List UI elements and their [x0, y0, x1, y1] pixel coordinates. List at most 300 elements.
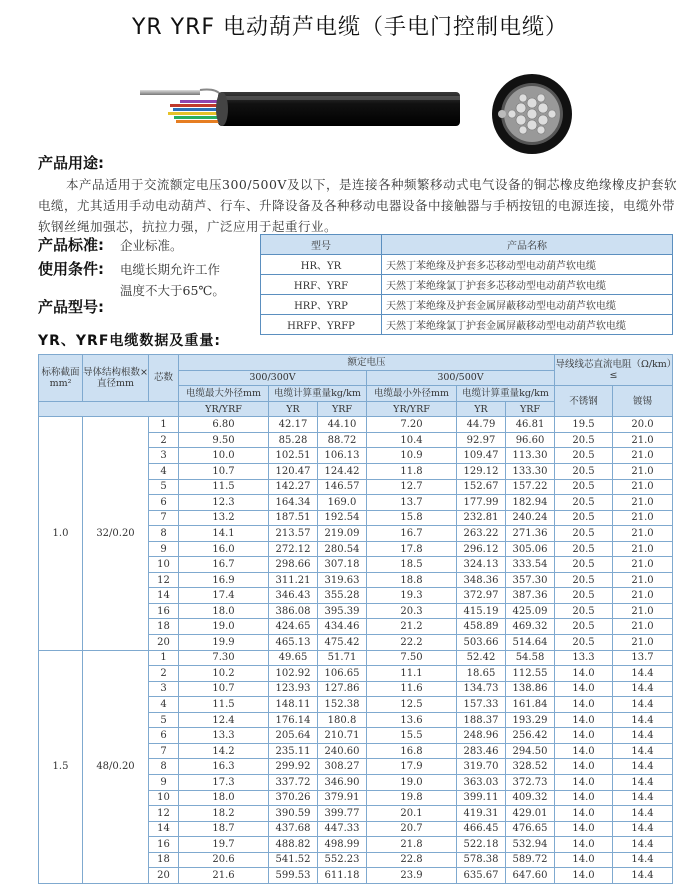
table-cell: 475.42 — [318, 635, 367, 651]
model-row — [261, 315, 673, 335]
table-cell: 488.82 — [269, 837, 318, 853]
table-cell: 16 — [149, 603, 179, 619]
table-cell: 138.86 — [506, 681, 555, 697]
table-cell: 18.65 — [457, 666, 506, 682]
table-cell: 152.38 — [318, 697, 367, 713]
table-cell: 283.46 — [457, 743, 506, 759]
table-cell: 14.1 — [179, 526, 269, 542]
conditions-line1: 电缆长期允许工作 — [120, 262, 221, 277]
table-cell: 54.58 — [506, 650, 555, 666]
table-cell: 113.30 — [506, 448, 555, 464]
table-row — [39, 650, 673, 666]
table-cell: 180.8 — [318, 712, 367, 728]
table-cell: 307.18 — [318, 557, 367, 573]
table-cell: 10.9 — [367, 448, 457, 464]
table-cell: 169.0 — [318, 495, 367, 511]
table-cell: 337.72 — [269, 774, 318, 790]
table-cell: 235.11 — [269, 743, 318, 759]
table-cell: 232.81 — [457, 510, 506, 526]
table-cell: 21.6 — [179, 868, 269, 884]
table-cell: 102.92 — [269, 666, 318, 682]
table-cell: 7 — [149, 743, 179, 759]
table-cell: 21.0 — [613, 619, 673, 635]
table-cell: 14.0 — [555, 821, 613, 837]
yrf-header: YRF — [318, 401, 367, 417]
table-cell: 319.70 — [457, 759, 506, 775]
table-cell: 372.73 — [506, 774, 555, 790]
table-cell: 10.0 — [179, 448, 269, 464]
table-cell: 328.52 — [506, 759, 555, 775]
table-cell: 10.2 — [179, 666, 269, 682]
table-cell: 399.77 — [318, 806, 367, 822]
table-cell: 18.7 — [179, 821, 269, 837]
table-cell: 12.7 — [367, 479, 457, 495]
table-cell: 7.20 — [367, 417, 457, 433]
usage-heading: 产品用途: — [38, 154, 104, 172]
stainless-header: 不锈钢 — [555, 386, 613, 417]
table-cell: 3 — [149, 681, 179, 697]
table-cell: 541.52 — [269, 852, 318, 868]
table-cell: 503.66 — [457, 635, 506, 651]
table-cell: 14.4 — [613, 712, 673, 728]
model-name: 天然丁苯绝缘氯丁护套多芯移动型电动葫芦软电缆 — [382, 275, 673, 295]
table-cell: 6 — [149, 728, 179, 744]
table-cell: 18.0 — [179, 790, 269, 806]
table-cell: 240.24 — [506, 510, 555, 526]
table-cell: 16.3 — [179, 759, 269, 775]
yr-yrf-header: YR/YRF — [179, 401, 269, 417]
table-cell: 192.54 — [318, 510, 367, 526]
table-cell: 299.92 — [269, 759, 318, 775]
table-cell: 578.38 — [457, 852, 506, 868]
table-cell: 324.13 — [457, 557, 506, 573]
model-code: HRF、YRF — [261, 275, 382, 295]
cable-data-table — [38, 354, 673, 884]
table-cell: 20.0 — [613, 417, 673, 433]
table-cell: 15.8 — [367, 510, 457, 526]
resistance-header: 导线线芯直流电阻（Ω/km）≤ — [555, 355, 673, 386]
cable-side-image — [140, 80, 460, 136]
table-cell: 22.2 — [367, 635, 457, 651]
table-cell: 346.90 — [318, 774, 367, 790]
table-cell: 372.97 — [457, 588, 506, 604]
table-row — [39, 417, 673, 433]
table-cell: 9.50 — [179, 432, 269, 448]
table-cell: 14.2 — [179, 743, 269, 759]
table-cell: 425.09 — [506, 603, 555, 619]
table-cell: 52.42 — [457, 650, 506, 666]
table-cell: 20.5 — [555, 526, 613, 542]
table-cell: 8 — [149, 759, 179, 775]
table-cell: 14.4 — [613, 790, 673, 806]
model-row — [261, 255, 673, 275]
table-cell: 127.86 — [318, 681, 367, 697]
table-cell: 21.8 — [367, 837, 457, 853]
table-cell: 20.5 — [555, 479, 613, 495]
area-cell: 1.5 — [39, 650, 83, 883]
table-cell: 157.33 — [457, 697, 506, 713]
yrf-header-2: YRF — [506, 401, 555, 417]
table-cell: 11.6 — [367, 681, 457, 697]
table-cell: 14.4 — [613, 774, 673, 790]
table-cell: 298.66 — [269, 557, 318, 573]
table-cell: 14.4 — [613, 743, 673, 759]
table-cell: 522.18 — [457, 837, 506, 853]
table-cell: 20.5 — [555, 603, 613, 619]
table-cell: 14.0 — [555, 712, 613, 728]
table-cell: 21.0 — [613, 510, 673, 526]
max-od-header: 电缆最大外径mm — [179, 386, 269, 402]
table-cell: 7.30 — [179, 650, 269, 666]
table-cell: 20.1 — [367, 806, 457, 822]
table-cell: 23.9 — [367, 868, 457, 884]
table-cell: 14.0 — [555, 728, 613, 744]
table-cell: 469.32 — [506, 619, 555, 635]
model-row — [261, 275, 673, 295]
table-cell: 219.09 — [318, 526, 367, 542]
table-cell: 12 — [149, 572, 179, 588]
model-code: HRFP、YRFP — [261, 315, 382, 335]
table-cell: 123.93 — [269, 681, 318, 697]
conditions-line2: 温度不大于65℃。 — [120, 283, 225, 298]
table-cell: 152.67 — [457, 479, 506, 495]
table-cell: 148.11 — [269, 697, 318, 713]
voltage-500-header: 300/500V — [367, 370, 555, 386]
table-cell: 22.8 — [367, 852, 457, 868]
conductor-header: 导体结构根数×直径mm — [83, 355, 149, 402]
table-cell: 213.57 — [269, 526, 318, 542]
table-cell: 18.8 — [367, 572, 457, 588]
table-cell: 7.50 — [367, 650, 457, 666]
table-cell: 120.47 — [269, 464, 318, 480]
table-cell: 14.0 — [555, 774, 613, 790]
table-cell: 458.89 — [457, 619, 506, 635]
table-cell: 17.4 — [179, 588, 269, 604]
table-cell: 18.2 — [179, 806, 269, 822]
model-name: 天然丁苯绝缘氯丁护套金属屏蔽移动型电动葫芦软电缆 — [382, 315, 673, 335]
table-cell: 142.27 — [269, 479, 318, 495]
table-cell: 15.5 — [367, 728, 457, 744]
table-cell: 16.8 — [367, 743, 457, 759]
table-cell: 532.94 — [506, 837, 555, 853]
table-cell: 10.4 — [367, 432, 457, 448]
table-cell: 20.5 — [555, 464, 613, 480]
yr-header-2: YR — [457, 401, 506, 417]
rated-voltage-header: 额定电压 — [179, 355, 555, 371]
table-cell: 4 — [149, 697, 179, 713]
page-title: YR YRF 电动葫芦电缆（手电门控制电缆） — [131, 15, 569, 40]
table-cell: 20.5 — [555, 557, 613, 573]
table-cell: 346.43 — [269, 588, 318, 604]
table-cell: 10.7 — [179, 464, 269, 480]
table-cell: 11.5 — [179, 479, 269, 495]
table-cell: 12.5 — [367, 697, 457, 713]
table-cell: 498.99 — [318, 837, 367, 853]
calc-weight-header-2: 电缆计算重量kg/km — [457, 386, 555, 402]
table-cell: 134.73 — [457, 681, 506, 697]
table-cell: 19.3 — [367, 588, 457, 604]
yr-header: YR — [269, 401, 318, 417]
table-cell: 106.13 — [318, 448, 367, 464]
table-cell: 10 — [149, 557, 179, 573]
table-cell: 14.0 — [555, 868, 613, 884]
model-name: 天然丁苯绝缘及护套金属屏蔽移动型电动葫芦软电缆 — [382, 295, 673, 315]
table-cell: 124.42 — [318, 464, 367, 480]
standard-heading: 产品标准: — [38, 236, 104, 254]
table-cell: 19.9 — [179, 635, 269, 651]
table-cell: 2 — [149, 666, 179, 682]
table-cell: 434.46 — [318, 619, 367, 635]
table-cell: 599.53 — [269, 868, 318, 884]
table-cell: 355.28 — [318, 588, 367, 604]
table-cell: 18.5 — [367, 557, 457, 573]
table-cell: 44.79 — [457, 417, 506, 433]
table-cell: 19.0 — [367, 774, 457, 790]
table-cell: 21.0 — [613, 432, 673, 448]
table-cell: 11.1 — [367, 666, 457, 682]
table-cell: 395.39 — [318, 603, 367, 619]
table-cell: 14.4 — [613, 666, 673, 682]
yr-yrf-header-2: YR/YRF — [367, 401, 457, 417]
table-cell: 476.65 — [506, 821, 555, 837]
table-cell: 20.7 — [367, 821, 457, 837]
table-cell: 21.0 — [613, 635, 673, 651]
table-cell: 5 — [149, 712, 179, 728]
table-cell: 514.64 — [506, 635, 555, 651]
table-cell: 19.8 — [367, 790, 457, 806]
table-cell: 280.54 — [318, 541, 367, 557]
table-cell: 14.4 — [613, 697, 673, 713]
table-cell: 18 — [149, 852, 179, 868]
table-cell: 21.0 — [613, 495, 673, 511]
table-cell: 363.03 — [457, 774, 506, 790]
table-cell: 319.63 — [318, 572, 367, 588]
conductor-cell: 32/0.20 — [83, 417, 149, 650]
table-cell: 12.4 — [179, 712, 269, 728]
conditions-heading: 使用条件: — [38, 260, 104, 278]
table-cell: 272.12 — [269, 541, 318, 557]
table-cell: 14.4 — [613, 759, 673, 775]
table-cell: 44.10 — [318, 417, 367, 433]
table-cell: 12 — [149, 806, 179, 822]
table-cell: 357.30 — [506, 572, 555, 588]
table-cell: 14.0 — [555, 666, 613, 682]
table-cell: 14 — [149, 821, 179, 837]
table-cell: 187.51 — [269, 510, 318, 526]
table-cell: 102.51 — [269, 448, 318, 464]
table-cell: 429.01 — [506, 806, 555, 822]
table-cell: 14.4 — [613, 821, 673, 837]
model-name: 天然丁苯绝缘及护套多芯移动型电动葫芦软电缆 — [382, 255, 673, 275]
table-cell: 296.12 — [457, 541, 506, 557]
tinned-header: 镀锡 — [613, 386, 673, 417]
table-cell: 12.3 — [179, 495, 269, 511]
table-cell: 2 — [149, 432, 179, 448]
table-cell: 112.55 — [506, 666, 555, 682]
table-cell: 271.36 — [506, 526, 555, 542]
table-cell: 49.65 — [269, 650, 318, 666]
table-cell: 466.45 — [457, 821, 506, 837]
table-cell: 14.0 — [555, 743, 613, 759]
table-cell: 164.34 — [269, 495, 318, 511]
table-cell: 589.72 — [506, 852, 555, 868]
table-cell: 193.29 — [506, 712, 555, 728]
table-cell: 21.0 — [613, 603, 673, 619]
table-cell: 305.06 — [506, 541, 555, 557]
table-cell: 20.5 — [555, 510, 613, 526]
calc-weight-header: 电缆计算重量kg/km — [269, 386, 367, 402]
table-cell: 21.2 — [367, 619, 457, 635]
table-cell: 17.8 — [367, 541, 457, 557]
table-cell: 17.3 — [179, 774, 269, 790]
table-cell: 210.71 — [318, 728, 367, 744]
table-cell: 10 — [149, 790, 179, 806]
table-cell: 14.4 — [613, 806, 673, 822]
table-cell: 21.0 — [613, 588, 673, 604]
table-cell: 1 — [149, 417, 179, 433]
table-cell: 146.57 — [318, 479, 367, 495]
table-cell: 14.0 — [555, 681, 613, 697]
table-cell: 14.0 — [555, 837, 613, 853]
table-cell: 248.96 — [457, 728, 506, 744]
table-cell: 109.47 — [457, 448, 506, 464]
table-cell: 21.0 — [613, 572, 673, 588]
cable-cross-section-image — [490, 72, 574, 156]
table-cell: 333.54 — [506, 557, 555, 573]
table-cell: 635.67 — [457, 868, 506, 884]
conductor-cell: 48/0.20 — [83, 650, 149, 883]
table-cell: 424.65 — [269, 619, 318, 635]
table-cell: 16 — [149, 837, 179, 853]
table-cell: 21.0 — [613, 526, 673, 542]
table-cell: 419.31 — [457, 806, 506, 822]
table-cell: 256.42 — [506, 728, 555, 744]
table-cell: 399.11 — [457, 790, 506, 806]
table-cell: 21.0 — [613, 541, 673, 557]
data-section-title: YR、YRF电缆数据及重量: — [38, 333, 221, 349]
table-cell: 16.0 — [179, 541, 269, 557]
standard-value: 企业标准。 — [120, 238, 183, 253]
table-cell: 409.32 — [506, 790, 555, 806]
table-cell: 14.0 — [555, 852, 613, 868]
area-cell: 1.0 — [39, 417, 83, 650]
table-cell: 16.7 — [367, 526, 457, 542]
model-code: HRP、YRP — [261, 295, 382, 315]
table-cell: 13.6 — [367, 712, 457, 728]
model-col-header: 型号 — [261, 235, 382, 255]
table-cell: 348.36 — [457, 572, 506, 588]
table-cell: 14 — [149, 588, 179, 604]
table-cell: 19.0 — [179, 619, 269, 635]
table-cell: 21.0 — [613, 479, 673, 495]
table-cell: 18.0 — [179, 603, 269, 619]
table-cell: 20.5 — [555, 588, 613, 604]
table-cell: 14.4 — [613, 728, 673, 744]
table-cell: 20.5 — [555, 619, 613, 635]
table-cell: 10.7 — [179, 681, 269, 697]
table-cell: 13.7 — [613, 650, 673, 666]
table-cell: 14.0 — [555, 790, 613, 806]
product-name-col-header: 产品名称 — [382, 235, 673, 255]
table-cell: 20.5 — [555, 495, 613, 511]
table-cell: 11.8 — [367, 464, 457, 480]
min-od-header: 电缆最小外径mm — [367, 386, 457, 402]
table-cell: 5 — [149, 479, 179, 495]
table-cell: 17.9 — [367, 759, 457, 775]
voltage-300-header: 300/300V — [179, 370, 367, 386]
table-cell: 390.59 — [269, 806, 318, 822]
table-cell: 14.4 — [613, 681, 673, 697]
table-cell: 88.72 — [318, 432, 367, 448]
table-cell: 447.33 — [318, 821, 367, 837]
usage-text: 本产品适用于交流额定电压300/500V及以下，是连接各种频繁移动式电气设备的铜芯橡皮绝缘橡皮护套软电缆，尤其适用手动电动葫芦、行车、升降设备及各种移动电器设备中接触器与手柄按钮的电源连接，电缆外带软钢丝绳加强芯，抗拉力强，广泛应用于起重行业。 — [38, 177, 677, 234]
table-cell: 552.23 — [318, 852, 367, 868]
table-cell: 1 — [149, 650, 179, 666]
table-cell: 6.80 — [179, 417, 269, 433]
table-cell: 177.99 — [457, 495, 506, 511]
table-cell: 3 — [149, 448, 179, 464]
table-cell: 133.30 — [506, 464, 555, 480]
table-cell: 6 — [149, 495, 179, 511]
table-cell: 19.7 — [179, 837, 269, 853]
table-cell: 13.3 — [555, 650, 613, 666]
table-cell: 157.22 — [506, 479, 555, 495]
table-cell: 20 — [149, 868, 179, 884]
model-table — [260, 234, 673, 335]
table-cell: 20.3 — [367, 603, 457, 619]
table-cell: 263.22 — [457, 526, 506, 542]
table-cell: 182.94 — [506, 495, 555, 511]
table-cell: 13.3 — [179, 728, 269, 744]
table-cell: 20.5 — [555, 541, 613, 557]
model-code: HR、YR — [261, 255, 382, 275]
cores-header: 芯数 — [149, 355, 179, 402]
table-cell: 14.0 — [555, 697, 613, 713]
table-cell: 647.60 — [506, 868, 555, 884]
table-cell: 20.5 — [555, 448, 613, 464]
table-cell: 14.0 — [555, 759, 613, 775]
table-cell: 7 — [149, 510, 179, 526]
table-cell: 370.26 — [269, 790, 318, 806]
table-cell: 16.7 — [179, 557, 269, 573]
table-cell: 176.14 — [269, 712, 318, 728]
table-cell: 161.84 — [506, 697, 555, 713]
table-cell: 129.12 — [457, 464, 506, 480]
table-cell: 106.65 — [318, 666, 367, 682]
table-cell: 611.18 — [318, 868, 367, 884]
table-cell: 20.5 — [555, 432, 613, 448]
table-cell: 14.0 — [555, 806, 613, 822]
table-cell: 379.91 — [318, 790, 367, 806]
table-cell: 437.68 — [269, 821, 318, 837]
models-heading: 产品型号: — [38, 298, 104, 316]
table-cell: 11.5 — [179, 697, 269, 713]
table-cell: 92.97 — [457, 432, 506, 448]
table-cell: 51.71 — [318, 650, 367, 666]
table-cell: 42.17 — [269, 417, 318, 433]
table-cell: 188.37 — [457, 712, 506, 728]
table-cell: 4 — [149, 464, 179, 480]
table-cell: 46.81 — [506, 417, 555, 433]
table-cell: 240.60 — [318, 743, 367, 759]
table-cell: 9 — [149, 774, 179, 790]
table-cell: 21.0 — [613, 448, 673, 464]
table-cell: 13.2 — [179, 510, 269, 526]
table-cell: 20.5 — [555, 572, 613, 588]
table-cell: 14.4 — [613, 837, 673, 853]
table-cell: 294.50 — [506, 743, 555, 759]
table-cell: 386.08 — [269, 603, 318, 619]
